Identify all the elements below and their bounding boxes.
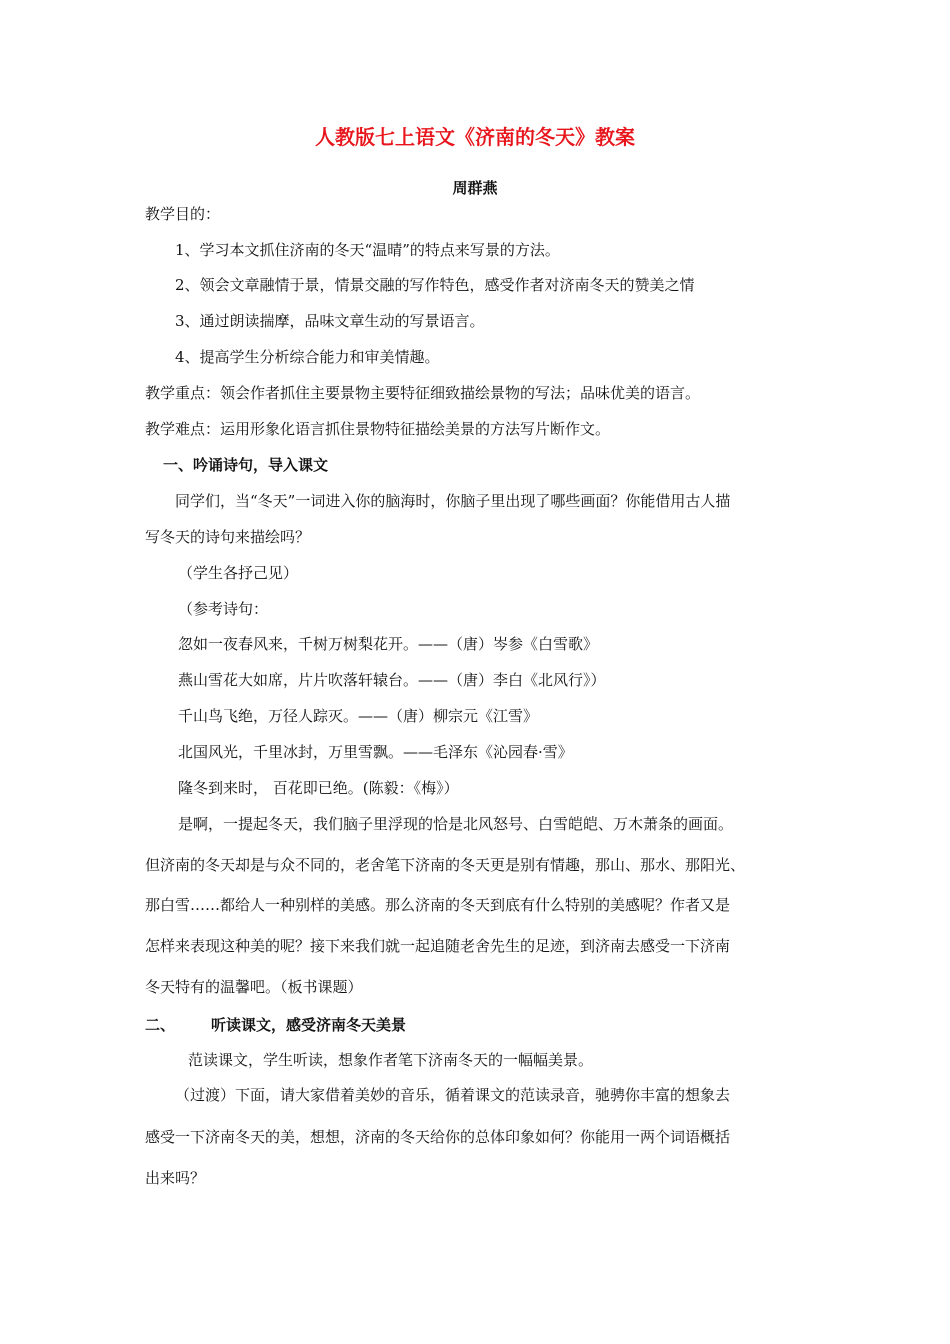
section2-line: 范读课文，学生听读，想象作者笔下济南冬天的一幅幅美景。 bbox=[188, 1051, 594, 1069]
document-title: 人教版七上语文《济南的冬天》教案 bbox=[315, 125, 635, 149]
poem-line: 忽如一夜春风来，千树万树梨花开。——（唐）岑参《白雪歌》 bbox=[178, 635, 599, 653]
author-name: 周群燕 bbox=[452, 179, 498, 197]
section1-paragraph-line: 但济南的冬天却是与众不同的，老舍笔下济南的冬天更是别有情趣，那山、那水、那阳光、 bbox=[145, 856, 746, 874]
key-point: 教学重点：领会作者抓住主要景物主要特征细致描绘景物的写法；品味优美的语言。 bbox=[145, 384, 701, 402]
objective-item: 4、提高学生分析综合能力和审美情趣。 bbox=[175, 348, 440, 366]
section1-intro-line: 写冬天的诗句来描绘吗？ bbox=[145, 528, 311, 546]
section1-paragraph-line: 冬天特有的温馨吧。（板书课题） bbox=[145, 978, 363, 996]
poem-line: 隆冬到来时， 百花即已绝。(陈毅：《梅》） bbox=[178, 779, 459, 797]
section1-paragraph-line: 那白雪……都给人一种别样的美感。那么济南的冬天到底有什么特别的美感呢？作者又是 bbox=[145, 896, 731, 914]
objective-item: 3、通过朗读揣摩，品味文章生动的写景语言。 bbox=[175, 312, 485, 330]
section2-paragraph-line: 感受一下济南冬天的美，想想，济南的冬天给你的总体印象如何？你能用一两个词语概括 bbox=[145, 1128, 731, 1146]
section2-heading: 听读课文，感受济南冬天美景 bbox=[211, 1016, 407, 1034]
section2-number: 二、 bbox=[145, 1016, 176, 1034]
objective-item: 1、学习本文抓住济南的冬天“温晴”的特点来写景的方法。 bbox=[175, 241, 560, 259]
poem-line: 燕山雪花大如席，片片吹落轩辕台。——（唐）李白《北风行》） bbox=[178, 671, 606, 689]
poem-line: 千山鸟飞绝，万径人踪灭。——（唐）柳宗元《江雪》 bbox=[178, 707, 539, 725]
section1-paragraph-line: 是啊，一提起冬天，我们脑子里浮现的恰是北风怒号、白雪皑皑、万木萧条的画面。 bbox=[178, 815, 734, 833]
section1-paragraph-line: 怎样来表现这种美的呢？接下来我们就一起追随老舍先生的足迹，到济南去感受一下济南 bbox=[145, 937, 731, 955]
objectives-heading: 教学目的： bbox=[145, 205, 221, 223]
section1-note: （参考诗句： bbox=[178, 600, 269, 618]
section2-paragraph-line: （过渡）下面，请大家借着美妙的音乐，循着课文的范读录音，驰骋你丰富的想象去 bbox=[175, 1086, 731, 1104]
objective-item: 2、领会文章融情于景，情景交融的写作特色，感受作者对济南冬天的赞美之情 bbox=[175, 276, 695, 294]
section1-heading: 一、吟诵诗句，导入课文 bbox=[163, 456, 329, 474]
section1-note: （学生各抒己见） bbox=[178, 564, 299, 582]
poem-line: 北国风光，千里冰封，万里雪飘。——毛泽东《沁园春·雪》 bbox=[178, 743, 573, 761]
section1-intro-line: 同学们，当“冬天”一词进入你的脑海时，你脑子里出现了哪些画面？你能借用古人描 bbox=[175, 492, 731, 510]
difficult-point: 教学难点：运用形象化语言抓住景物特征描绘美景的方法写片断作文。 bbox=[145, 420, 611, 438]
section2-paragraph-line: 出来吗？ bbox=[145, 1169, 206, 1187]
